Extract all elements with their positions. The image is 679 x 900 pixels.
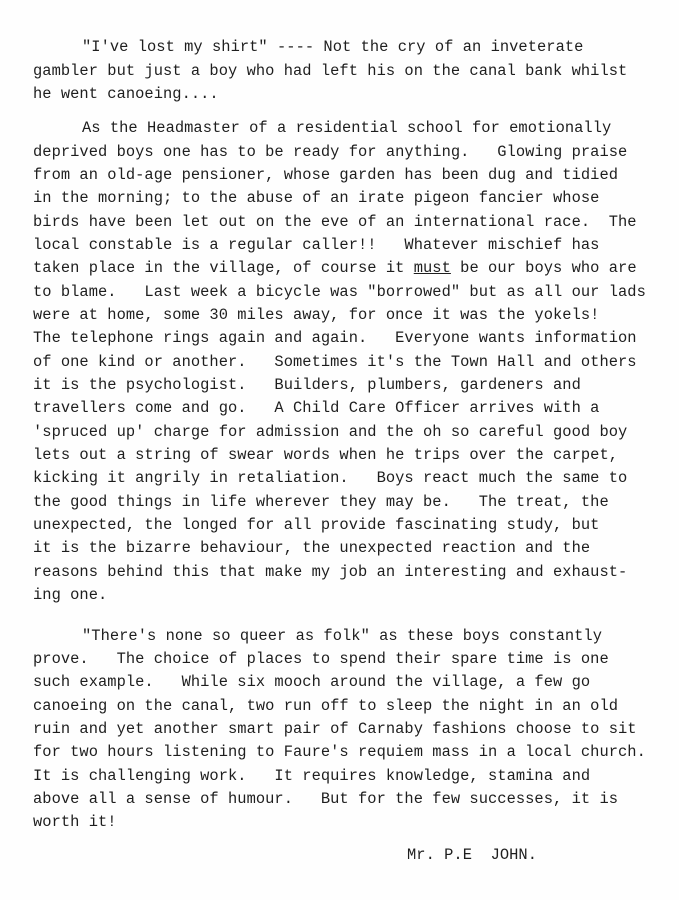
paragraph-line: As the Headmaster of a residential school for emotionally [82, 119, 612, 137]
paragraph-line: to blame. Last week a bicycle was "borrowed" but as all our lads [33, 283, 646, 301]
paragraph-line: unexpected, the longed for all provide fascinating study, but [33, 516, 600, 534]
paragraph-line: in the morning; to the abuse of an irate pigeon fancier whose [33, 189, 600, 207]
paragraph-line: from an old-age pensioner, whose garden has been dug and tidied [33, 166, 619, 184]
signature: Mr. P.E JOHN. [407, 846, 538, 864]
paragraph-line: it is the psychologist. Builders, plumbers, gardeners and [33, 376, 581, 394]
paragraph-line: for two hours listening to Faure's requiem mass in a local church. [33, 743, 646, 761]
paragraph-line [33, 258, 637, 278]
paragraph-line: 'spruced up' charge for admission and the oh so careful good boy [33, 423, 628, 441]
paragraph-line: it is the bizarre behaviour, the unexpected reaction and the [33, 539, 591, 557]
paragraph-line: ruin and yet another smart pair of Carnaby fashions choose to sit [33, 720, 637, 738]
paragraph-line: ing one. [33, 586, 108, 604]
paragraph-line: were at home, some 30 miles away, for once it was the yokels! [33, 306, 600, 324]
paragraph-line: "I've lost my shirt" ---- Not the cry of an inveterate [82, 38, 584, 56]
paragraph-line: reasons behind this that make my job an interesting and exhaust- [33, 563, 628, 581]
line-end: be our boys who are [450, 259, 637, 277]
paragraph-line: The telephone rings again and again. Everyone wants information [33, 329, 637, 347]
paragraph-line: canoeing on the canal, two run off to sleep the night in an old [33, 697, 619, 715]
line-start: taken place in the village, of course it [33, 259, 414, 277]
paragraph-line: prove. The choice of places to spend their spare time is one [33, 650, 609, 668]
paragraph-line: birds have been let out on the eve of an international race. The [33, 213, 637, 231]
underlined-emphasis: must [413, 259, 451, 277]
paragraph-line: travellers come and go. A Child Care Officer arrives with a [33, 399, 600, 417]
paragraph-line: It is challenging work. It requires knowledge, stamina and [33, 767, 591, 785]
paragraph-line: of one kind or another. Sometimes it's the Town Hall and others [33, 353, 637, 371]
paragraph-line: lets out a string of swear words when he trips over the carpet, [33, 446, 619, 464]
paragraph-line: kicking it angrily in retaliation. Boys react much the same to [33, 469, 628, 487]
paragraph-line: "There's none so queer as folk" as these boys constantly [82, 627, 603, 645]
paragraph-line: he went canoeing.... [33, 85, 219, 103]
paragraph-line: deprived boys one has to be ready for anything. Glowing praise [33, 143, 628, 161]
paragraph-line: local constable is a regular caller!! Whatever mischief has [33, 236, 600, 254]
paragraph-line: such example. While six mooch around the village, a few go [33, 673, 591, 691]
paragraph-line: gambler but just a boy who had left his on the canal bank whilst [33, 62, 628, 80]
paragraph-line: worth it! [33, 813, 117, 831]
paragraph-line: above all a sense of humour. But for the few successes, it is [33, 790, 619, 808]
paragraph-line: the good things in life wherever they may be. The treat, the [33, 493, 609, 511]
